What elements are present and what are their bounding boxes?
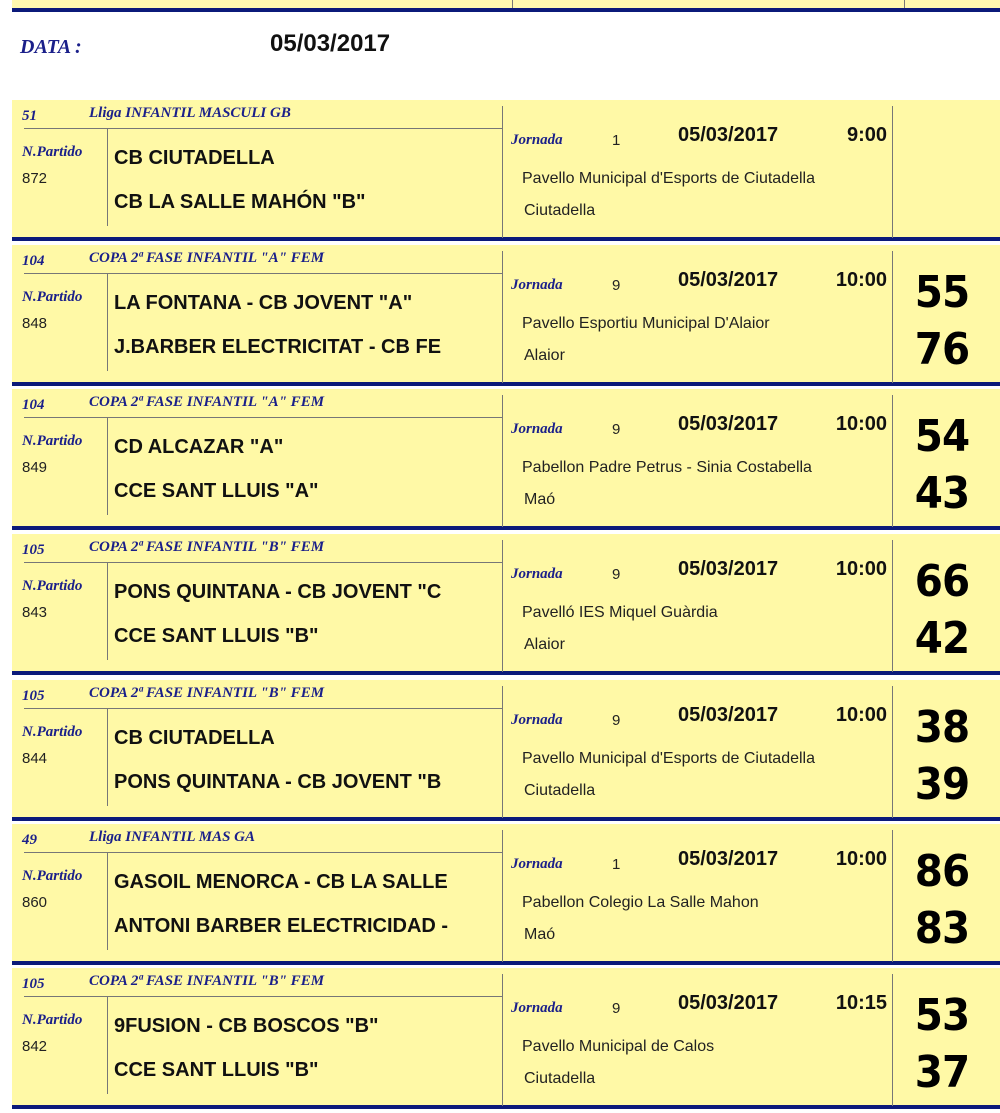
- jornada-number: 9: [612, 421, 621, 438]
- divider: [502, 106, 503, 238]
- divider: [892, 540, 893, 672]
- jornada-number: 9: [612, 566, 621, 583]
- divider: [502, 251, 503, 383]
- match-time: 10:15: [835, 992, 887, 1014]
- away-score: 83: [914, 903, 970, 954]
- partido-label: N.Partido: [22, 578, 83, 594]
- previous-card-bottom: [12, 0, 1000, 12]
- home-team: LA FONTANA - CB JOVENT "A": [114, 292, 413, 314]
- jornada-number: 1: [612, 132, 621, 149]
- jornada-number: 1: [612, 856, 621, 873]
- column-divider: [512, 0, 513, 8]
- divider: [24, 562, 502, 563]
- match-date: 05/03/2017: [678, 413, 779, 435]
- category-name: COPA 2ª FASE INFANTIL "B" FEM: [89, 539, 325, 555]
- divider: [502, 974, 503, 1106]
- away-score: 42: [914, 613, 970, 664]
- away-team: J.BARBER ELECTRICITAT - CB FE: [114, 336, 442, 358]
- divider: [892, 974, 893, 1106]
- match-date: 05/03/2017: [678, 558, 779, 580]
- column-divider: [904, 0, 905, 8]
- divider: [892, 395, 893, 527]
- divider: [24, 417, 502, 418]
- away-score: 39: [914, 759, 970, 810]
- jornada-label: Jornada: [511, 566, 563, 582]
- partido-label: N.Partido: [22, 144, 83, 160]
- divider: [107, 273, 108, 371]
- venue: Pabellon Padre Petrus - Sinia Costabella: [522, 459, 812, 476]
- category-number: 104: [22, 397, 45, 413]
- divider: [892, 251, 893, 383]
- category-name: Lliga INFANTIL MAS GA: [89, 829, 256, 845]
- jornada-number: 9: [612, 277, 621, 294]
- home-team: CB CIUTADELLA: [114, 727, 275, 749]
- divider: [502, 395, 503, 527]
- divider: [502, 686, 503, 818]
- category-number: 105: [22, 688, 45, 704]
- match-time: 10:00: [835, 413, 887, 435]
- home-score: 54: [914, 411, 970, 462]
- match-time: 10:00: [835, 848, 887, 870]
- home-team: PONS QUINTANA - CB JOVENT "C: [114, 581, 442, 603]
- partido-number: 844: [22, 750, 48, 767]
- divider: [107, 562, 108, 660]
- jornada-label: Jornada: [511, 421, 563, 437]
- home-score: 38: [914, 702, 970, 753]
- partido-number: 843: [22, 604, 48, 621]
- match-time: 10:00: [835, 558, 887, 580]
- category-name: Lliga INFANTIL MASCULI GB: [89, 105, 291, 121]
- partido-label: N.Partido: [22, 1012, 83, 1028]
- match-date: 05/03/2017: [678, 124, 779, 146]
- city: Alaior: [524, 347, 565, 364]
- category-number: 104: [22, 253, 45, 269]
- date-value: 05/03/2017: [270, 30, 391, 57]
- partido-label: N.Partido: [22, 868, 83, 884]
- away-team: ANTONI BARBER ELECTRICIDAD -: [114, 915, 449, 937]
- match-card: [12, 100, 1000, 241]
- category-name: COPA 2ª FASE INFANTIL "B" FEM: [89, 973, 325, 989]
- date-header: [20, 28, 620, 68]
- away-team: PONS QUINTANA - CB JOVENT "B: [114, 771, 442, 793]
- partido-number: 860: [22, 894, 48, 911]
- home-team: CB CIUTADELLA: [114, 147, 275, 169]
- city: Ciutadella: [524, 1070, 596, 1087]
- home-score: 53: [914, 990, 970, 1041]
- jornada-label: Jornada: [511, 712, 563, 728]
- divider: [892, 830, 893, 962]
- home-team: 9FUSION - CB BOSCOS "B": [114, 1015, 379, 1037]
- away-score: 76: [914, 324, 970, 375]
- divider: [24, 996, 502, 997]
- home-team: GASOIL MENORCA - CB LA SALLE: [114, 871, 448, 893]
- venue: Pavello Esportiu Municipal D'Alaior: [522, 315, 770, 332]
- home-score: 86: [914, 846, 970, 897]
- home-score: 55: [914, 267, 970, 318]
- match-time: 9:00: [846, 124, 887, 146]
- partido-number: 842: [22, 1038, 48, 1055]
- venue: Pavello Municipal d'Esports de Ciutadella: [522, 170, 815, 187]
- divider: [24, 273, 502, 274]
- category-name: COPA 2ª FASE INFANTIL "B" FEM: [89, 685, 325, 701]
- match-card: [12, 968, 1000, 1109]
- match-card: [12, 824, 1000, 965]
- partido-label: N.Partido: [22, 724, 83, 740]
- partido-number: 872: [22, 170, 48, 187]
- match-date: 05/03/2017: [678, 704, 779, 726]
- match-time: 10:00: [835, 704, 887, 726]
- jornada-number: 9: [612, 1000, 621, 1017]
- away-score: 37: [914, 1047, 970, 1098]
- city: Ciutadella: [524, 202, 596, 219]
- category-number: 105: [22, 976, 45, 992]
- category-number: 51: [22, 108, 37, 124]
- category-number: 49: [22, 832, 37, 848]
- match-time: 10:00: [835, 269, 887, 291]
- jornada-label: Jornada: [511, 277, 563, 293]
- divider: [107, 708, 108, 806]
- away-team: CCE SANT LLUIS "A": [114, 480, 319, 502]
- jornada-label: Jornada: [511, 132, 563, 148]
- match-card: [12, 389, 1000, 530]
- match-date: 05/03/2017: [678, 269, 779, 291]
- date-label: DATA :: [20, 36, 82, 58]
- away-team: CCE SANT LLUIS "B": [114, 1059, 319, 1081]
- venue: Pavelló IES Miquel Guàrdia: [522, 604, 718, 621]
- divider: [107, 996, 108, 1094]
- divider: [107, 852, 108, 950]
- category-name: COPA 2ª FASE INFANTIL "A" FEM: [89, 250, 325, 266]
- home-score: 66: [914, 556, 970, 607]
- divider: [107, 128, 108, 226]
- venue: Pabellon Colegio La Salle Mahon: [522, 894, 759, 911]
- jornada-label: Jornada: [511, 856, 563, 872]
- city: Maó: [524, 491, 556, 508]
- away-team: CB LA SALLE MAHÓN "B": [114, 191, 366, 213]
- divider: [502, 540, 503, 672]
- category-name: COPA 2ª FASE INFANTIL "A" FEM: [89, 394, 325, 410]
- divider: [892, 106, 893, 238]
- match-card: [12, 245, 1000, 386]
- match-date: 05/03/2017: [678, 992, 779, 1014]
- venue: Pavello Municipal de Calos: [522, 1038, 715, 1055]
- divider: [502, 830, 503, 962]
- category-number: 105: [22, 542, 45, 558]
- divider: [24, 128, 502, 129]
- partido-label: N.Partido: [22, 433, 83, 449]
- partido-number: 849: [22, 459, 48, 476]
- venue: Pavello Municipal d'Esports de Ciutadella: [522, 750, 815, 767]
- partido-number: 848: [22, 315, 48, 332]
- match-date: 05/03/2017: [678, 848, 779, 870]
- city: Maó: [524, 926, 556, 943]
- divider: [107, 417, 108, 515]
- away-team: CCE SANT LLUIS "B": [114, 625, 319, 647]
- home-team: CD ALCAZAR "A": [114, 436, 284, 458]
- city: Ciutadella: [524, 782, 596, 799]
- city: Alaior: [524, 636, 565, 653]
- match-card: [12, 680, 1000, 821]
- partido-label: N.Partido: [22, 289, 83, 305]
- divider: [24, 852, 502, 853]
- divider: [892, 686, 893, 818]
- match-card: [12, 534, 1000, 675]
- divider: [24, 708, 502, 709]
- jornada-number: 9: [612, 712, 621, 729]
- jornada-label: Jornada: [511, 1000, 563, 1016]
- away-score: 43: [914, 468, 970, 519]
